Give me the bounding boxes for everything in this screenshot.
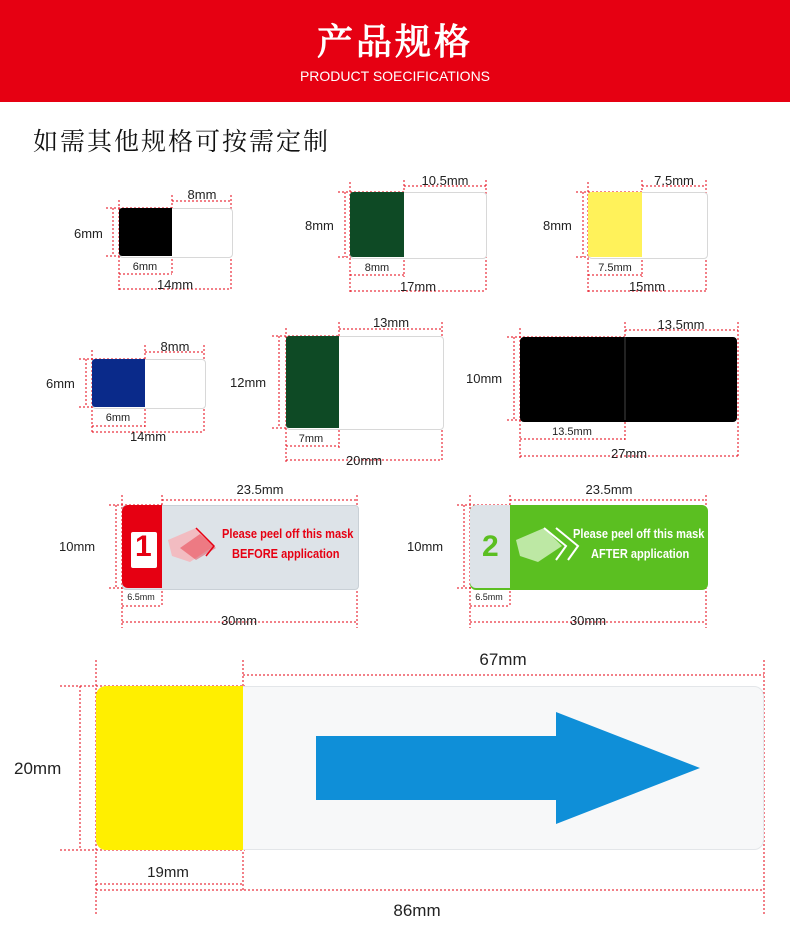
custom-note: 如需其他规格可按需定制 bbox=[33, 127, 331, 156]
label-4-total-width: 14mm bbox=[129, 429, 167, 444]
mask-label-1-body-width: 23.5mm bbox=[236, 482, 284, 497]
label-5-total-width: 20mm bbox=[345, 453, 383, 468]
mask-label-1-tab-width: 6.5mm bbox=[127, 592, 155, 602]
label-1-tab-width: 6mm bbox=[132, 261, 158, 273]
label-6-total-width: 27mm bbox=[610, 446, 648, 461]
label-3-total-width: 15mm bbox=[628, 279, 666, 294]
label-2-body-width: 10.5mm bbox=[421, 173, 469, 188]
mask-label-1-height: 10mm bbox=[59, 539, 96, 554]
mask-label-1-text1: Please peel off this mask bbox=[222, 526, 354, 541]
mask-label-2-tab-width: 6.5mm bbox=[475, 592, 503, 602]
mask-label-1-number: 1 bbox=[135, 530, 152, 563]
label-4-tab-width: 6mm bbox=[105, 412, 131, 424]
label-2-tab-width: 8mm bbox=[364, 262, 390, 274]
label-5-height: 12mm bbox=[230, 375, 267, 390]
arrow-label-tab-width: 19mm bbox=[147, 864, 189, 881]
label-5-body-width: 13mm bbox=[372, 315, 410, 330]
mask-label-2-text1: Please peel off this mask bbox=[573, 526, 705, 541]
mask-label-1-text2: BEFORE application bbox=[232, 546, 340, 561]
label-3-height: 8mm bbox=[543, 218, 572, 233]
label-2-height: 8mm bbox=[305, 218, 334, 233]
label-1-height: 6mm bbox=[74, 226, 103, 241]
label-1-body-width: 8mm bbox=[187, 187, 217, 202]
label-1-total-width: 14mm bbox=[156, 277, 194, 292]
mask-label-2-number: 2 bbox=[482, 530, 499, 563]
page-subtitle: PRODUCT SOECIFICATIONS bbox=[299, 68, 491, 84]
mask-label-2-text2: AFTER application bbox=[591, 546, 690, 561]
mask-label-2-height: 10mm bbox=[407, 539, 444, 554]
label-3-tab-width: 7.5mm bbox=[598, 262, 632, 274]
label-4-body-width: 8mm bbox=[160, 339, 190, 354]
label-4-height: 6mm bbox=[46, 376, 75, 391]
label-6-body-width: 13.5mm bbox=[657, 317, 705, 332]
page-title: 产品规格 bbox=[316, 22, 473, 63]
label-5-tab-width: 7mm bbox=[298, 433, 324, 445]
mask-label-2-body-width: 23.5mm bbox=[585, 482, 633, 497]
arrow-label-total-width: 86mm bbox=[393, 901, 441, 920]
arrow-label-body-width: 67mm bbox=[479, 650, 527, 669]
label-6-tab-width: 13.5mm bbox=[552, 426, 592, 438]
mask-label-1-total-width: 30mm bbox=[220, 613, 258, 628]
label-2-total-width: 17mm bbox=[399, 279, 437, 294]
label-3-body-width: 7.5mm bbox=[654, 173, 694, 188]
label-6-height: 10mm bbox=[466, 371, 503, 386]
arrow-label-height: 20mm bbox=[14, 759, 62, 778]
mask-label-2-total-width: 30mm bbox=[569, 613, 607, 628]
